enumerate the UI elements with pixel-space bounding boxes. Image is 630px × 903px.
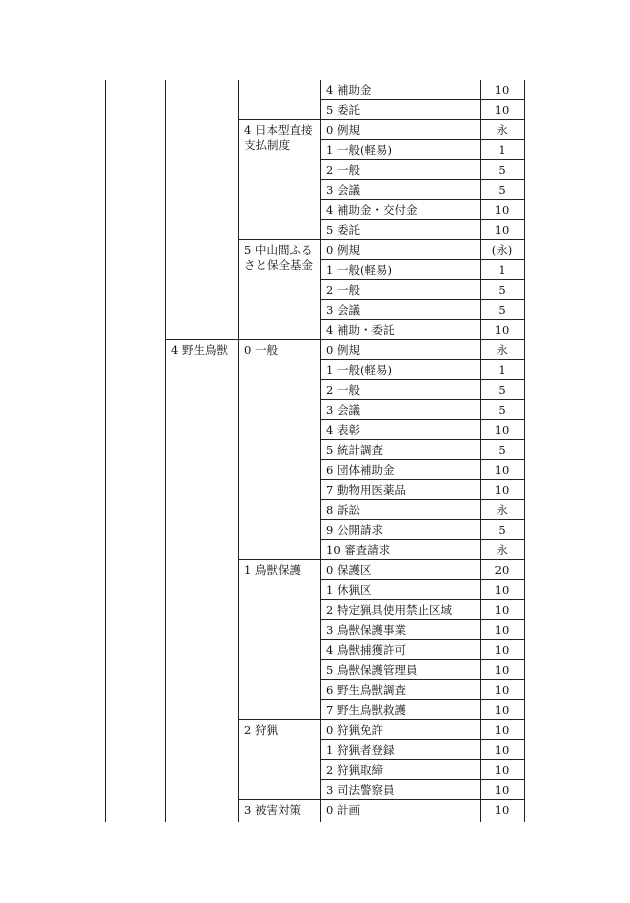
item-label: 6 団体補助金 xyxy=(326,463,395,477)
retention-value: 10 xyxy=(494,623,510,637)
retention-value: 10 xyxy=(494,323,510,337)
retention-value: 5 xyxy=(498,383,506,397)
table-column-rule xyxy=(320,80,321,822)
retention-value: 10 xyxy=(494,203,510,217)
item-label: 5 委託 xyxy=(326,223,360,237)
retention-value: 1 xyxy=(498,363,506,377)
retention-value: 10 xyxy=(494,723,510,737)
item-label: 0 例規 xyxy=(326,343,360,357)
retention-value: 10 xyxy=(494,763,510,777)
retention-value: 10 xyxy=(494,803,510,817)
item-label: 1 狩猟者登録 xyxy=(326,743,395,757)
item-label: 4 補助・委託 xyxy=(326,323,395,337)
retention-value: 10 xyxy=(494,483,510,497)
item-label: 3 鳥獣保護事業 xyxy=(326,623,406,637)
minor-class-label: 1 鳥獣保護 xyxy=(244,563,301,577)
item-label: 4 補助金 xyxy=(326,83,372,97)
retention-value: 5 xyxy=(498,403,506,417)
item-label: 0 例規 xyxy=(326,243,360,257)
minor-class-label: 4 日本型直接支払制度 xyxy=(244,123,313,152)
retention-value: 10 xyxy=(494,683,510,697)
item-label: 6 野生鳥獣調査 xyxy=(326,683,406,697)
retention-value: 10 xyxy=(494,423,510,437)
item-label: 8 訴訟 xyxy=(326,503,360,517)
retention-value: 5 xyxy=(498,163,506,177)
retention-value: 10 xyxy=(494,603,510,617)
item-label: 4 補助金・交付金 xyxy=(326,203,418,217)
retention-value: 永 xyxy=(496,123,508,137)
retention-value: 5 xyxy=(498,183,506,197)
retention-value: 10 xyxy=(494,643,510,657)
retention-value: 1 xyxy=(498,143,506,157)
retention-value: 10 xyxy=(494,743,510,757)
item-label: 2 特定猟具使用禁止区域 xyxy=(326,603,452,617)
item-label: 5 統計調査 xyxy=(326,443,383,457)
retention-value: 10 xyxy=(494,663,510,677)
minor-class-label: 5 中山間ふるさと保全基金 xyxy=(244,243,313,272)
item-label: 0 例規 xyxy=(326,123,360,137)
item-label: 1 一般(軽易) xyxy=(326,363,392,377)
item-label: 2 一般 xyxy=(326,283,360,297)
retention-value: 10 xyxy=(494,103,510,117)
retention-value: 1 xyxy=(498,263,506,277)
middle-class-label: 4 野生鳥獣 xyxy=(171,343,228,357)
retention-value: 10 xyxy=(494,223,510,237)
retention-value: 10 xyxy=(494,703,510,717)
item-label: 7 動物用医薬品 xyxy=(326,483,406,497)
item-label: 2 一般 xyxy=(326,383,360,397)
retention-value: 永 xyxy=(496,503,508,517)
item-label: 5 委託 xyxy=(326,103,360,117)
table-border-right xyxy=(524,80,525,822)
retention-value: 10 xyxy=(494,463,510,477)
retention-value: 5 xyxy=(498,443,506,457)
retention-value: 10 xyxy=(494,583,510,597)
retention-value: 10 xyxy=(494,83,510,97)
table-column-rule xyxy=(238,80,239,822)
item-label: 1 一般(軽易) xyxy=(326,263,392,277)
retention-value: 20 xyxy=(494,563,510,577)
item-label: 0 保護区 xyxy=(326,563,372,577)
table-border-left xyxy=(105,80,106,822)
table-column-rule xyxy=(165,80,166,822)
item-label: 4 鳥獣捕獲許可 xyxy=(326,643,406,657)
item-label: 0 計画 xyxy=(326,803,360,817)
item-label: 3 会議 xyxy=(326,303,360,317)
item-label: 4 表彰 xyxy=(326,423,360,437)
item-label: 7 野生鳥獣救護 xyxy=(326,703,406,717)
retention-value: 5 xyxy=(498,283,506,297)
minor-class-label: 2 狩猟 xyxy=(244,723,278,737)
retention-value: (永) xyxy=(491,243,513,257)
retention-value: 永 xyxy=(496,343,508,357)
retention-value: 5 xyxy=(498,523,506,537)
item-label: 10 審査請求 xyxy=(326,543,391,557)
item-label: 2 狩猟取締 xyxy=(326,763,383,777)
item-label: 1 一般(軽易) xyxy=(326,143,392,157)
retention-value: 5 xyxy=(498,303,506,317)
item-label: 3 会議 xyxy=(326,403,360,417)
retention-value: 永 xyxy=(496,543,508,557)
item-label: 9 公開請求 xyxy=(326,523,383,537)
item-label: 3 会議 xyxy=(326,183,360,197)
item-label: 5 鳥獣保護管理員 xyxy=(326,663,418,677)
item-label: 0 狩猟免許 xyxy=(326,723,383,737)
item-label: 3 司法警察員 xyxy=(326,783,395,797)
minor-class-label: 0 一般 xyxy=(244,343,278,357)
retention-value: 10 xyxy=(494,783,510,797)
item-label: 2 一般 xyxy=(326,163,360,177)
minor-class-label: 3 被害対策 xyxy=(244,803,301,817)
item-label: 1 休猟区 xyxy=(326,583,372,597)
